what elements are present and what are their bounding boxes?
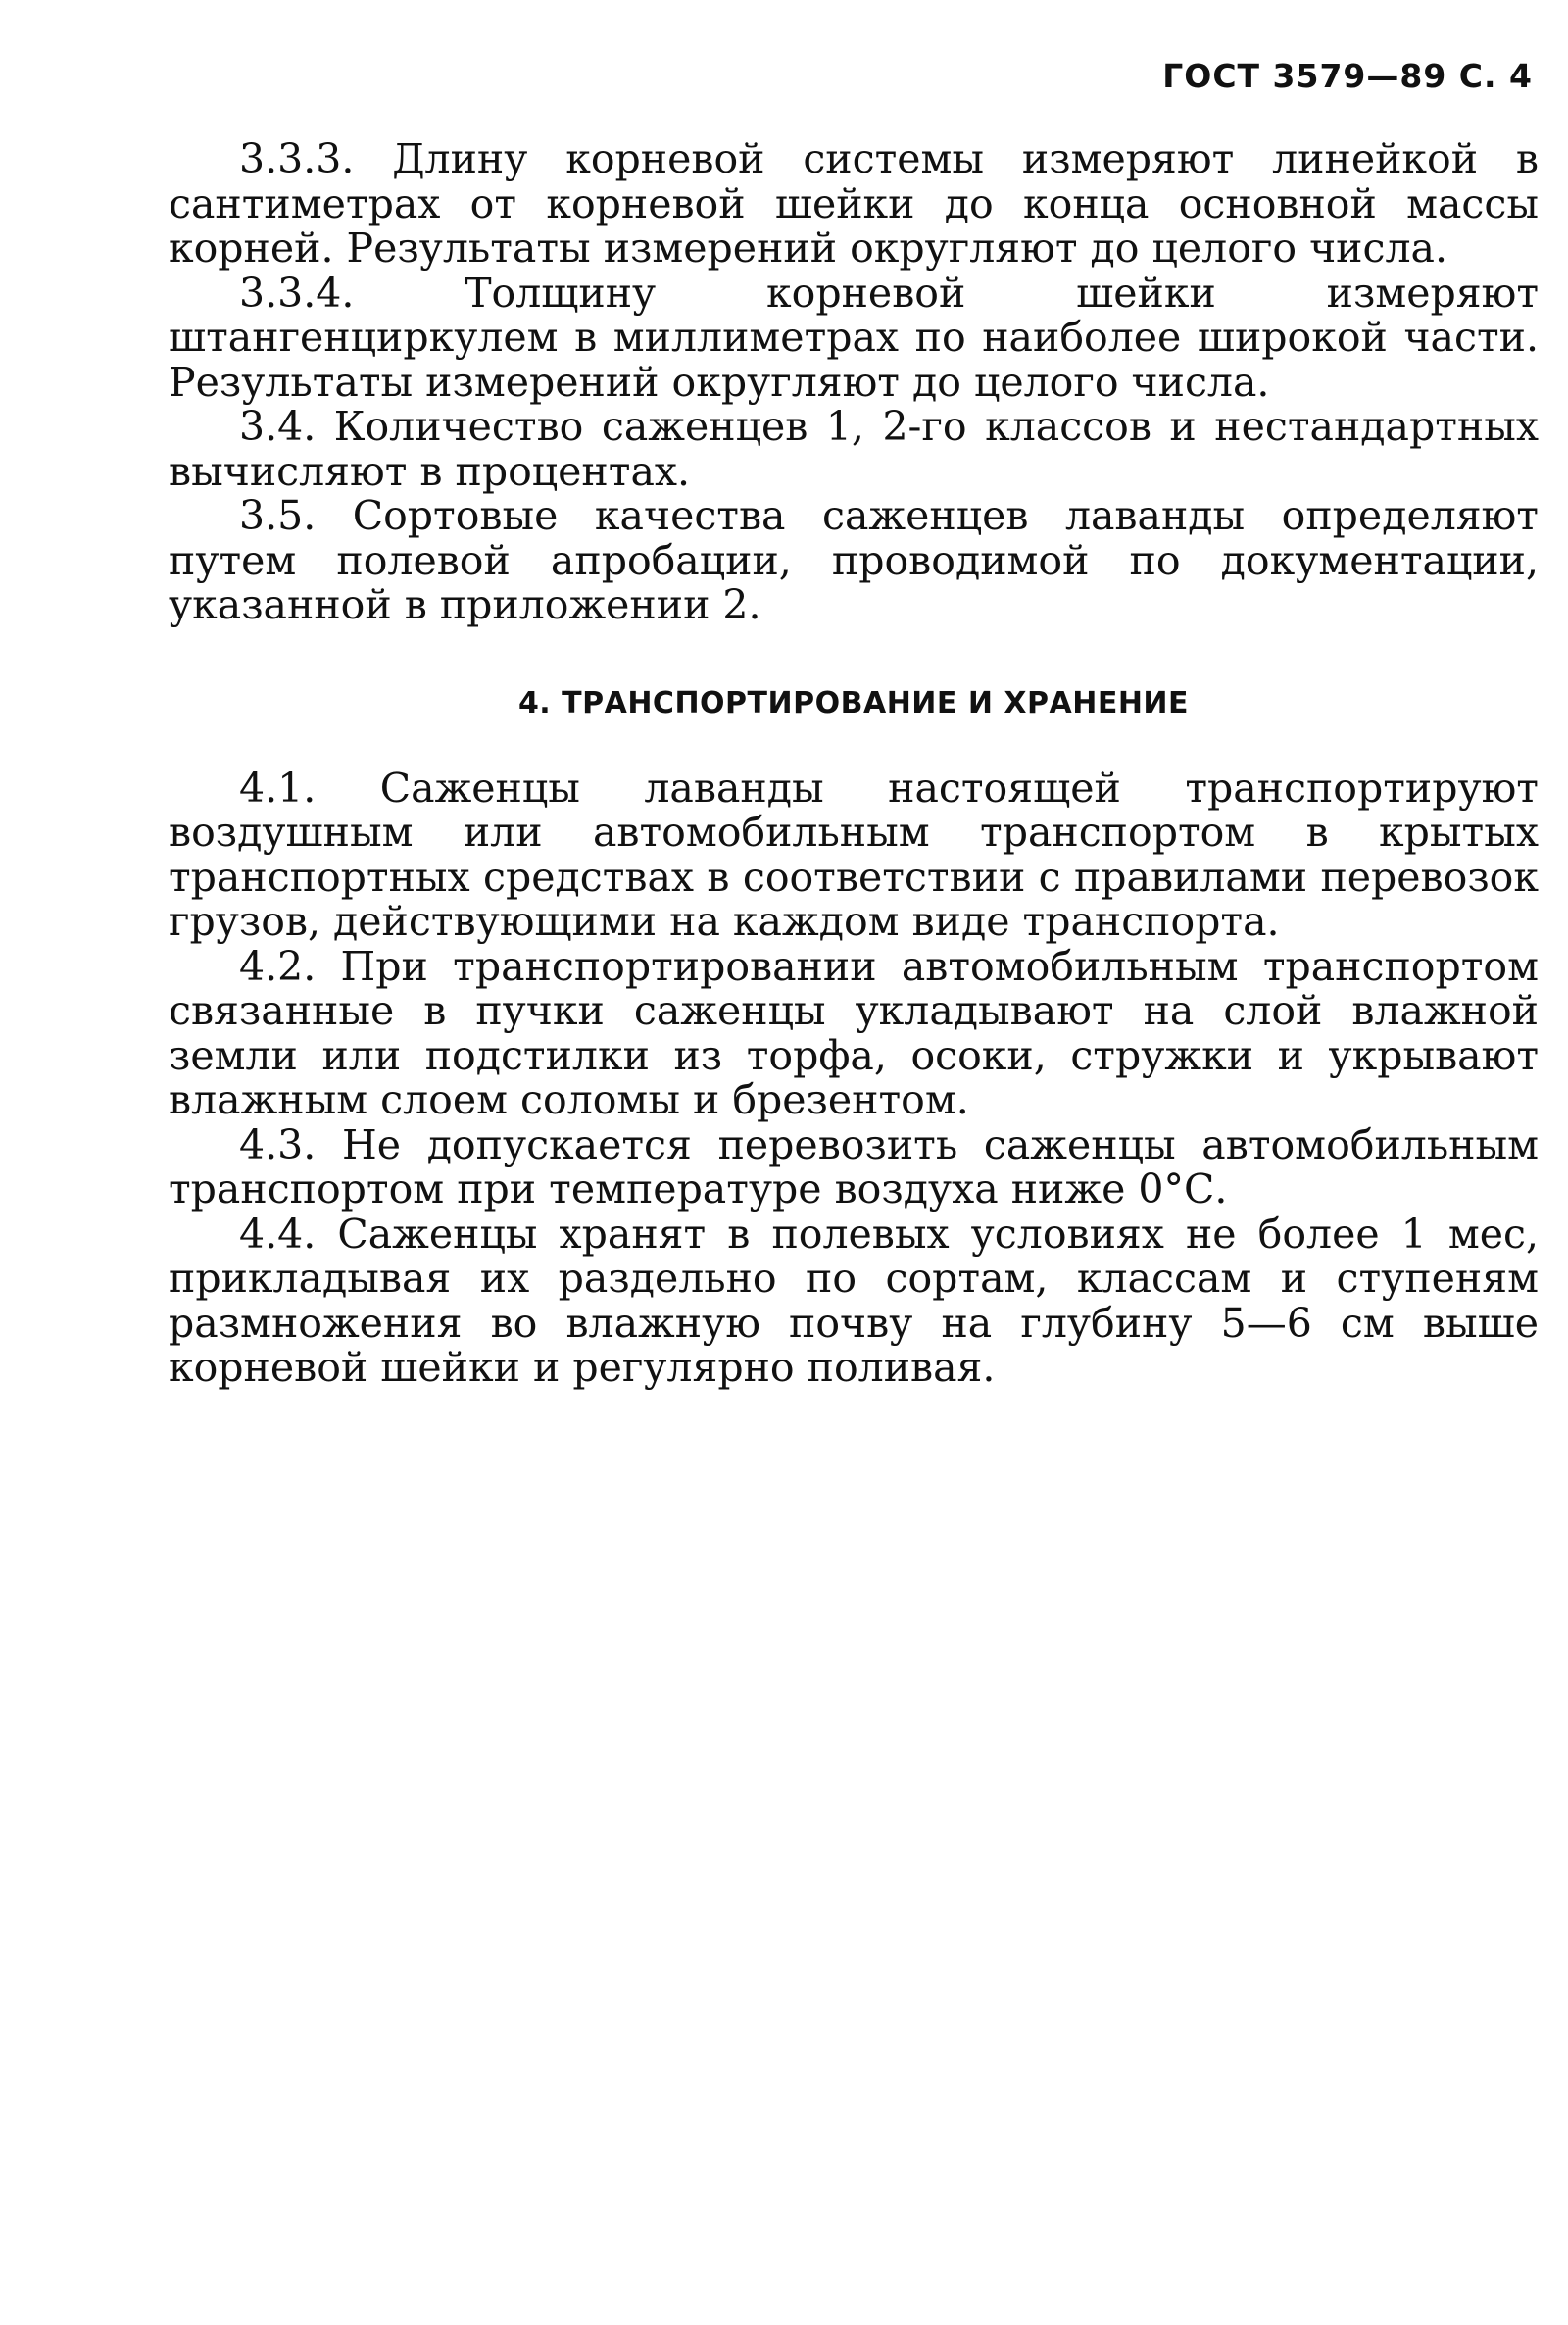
paragraph-4-3: 4.3. Не допускается перевозить саженцы автомобильным транспортом при температуре воздуха ниже 0°С.	[169, 1120, 1539, 1212]
section-title-transport-storage: 4. ТРАНСПОРТИРОВАНИЕ И ХРАНЕНИЕ	[517, 685, 1190, 720]
document-body	[169, 137, 1539, 1391]
paragraph-3-4: 3.4. Количество саженцев 1, 2-го классов и нестандартных вычисляют в процентах.	[169, 403, 1539, 495]
paragraph-4-2: 4.2. При транспортировании автомобильным транспортом связанные в пучки саженцы укладывают на слой влажной земли или подстилки из торфа, осоки, стружки и укрывают влажным слоем соломы и брезентом.	[169, 942, 1539, 1123]
paragraph-3-3-4: 3.3.4. Толщину корневой шейки измеряют штангенциркулем в миллиметрах по наиболее широкой части. Результаты измерений округляют до целого числа.	[169, 269, 1539, 406]
paragraph-4-1: 4.1. Саженцы лаванды настоящей транспортируют воздушным или автомобильным транспортом в крытых транспортных средствах в соответствии с правилами перевозок грузов, действующими на каждом виде транспорта.	[169, 764, 1539, 945]
paragraph-4-4: 4.4. Саженцы хранят в полевых условиях не более 1 мес, прикладывая их раздельно по сортам, классам и ступеням размножения во влажную почву на глубину 5—6 см выше корневой шейки и регулярно поливая.	[169, 1210, 1539, 1391]
paragraph-3-3-3: 3.3.3. Длину корневой системы измеряют линейкой в сантиметрах от корневой шейки до конца основной массы корней. Результаты измерений округляют до целого числа.	[169, 135, 1539, 272]
paragraph-3-5: 3.5. Сортовые качества саженцев лаванды определяют путем полевой апробации, проводимой по документации, указанной в приложении 2.	[169, 492, 1539, 628]
page-header-standard-number: ГОСТ 3579—89 С. 4	[1162, 57, 1533, 95]
